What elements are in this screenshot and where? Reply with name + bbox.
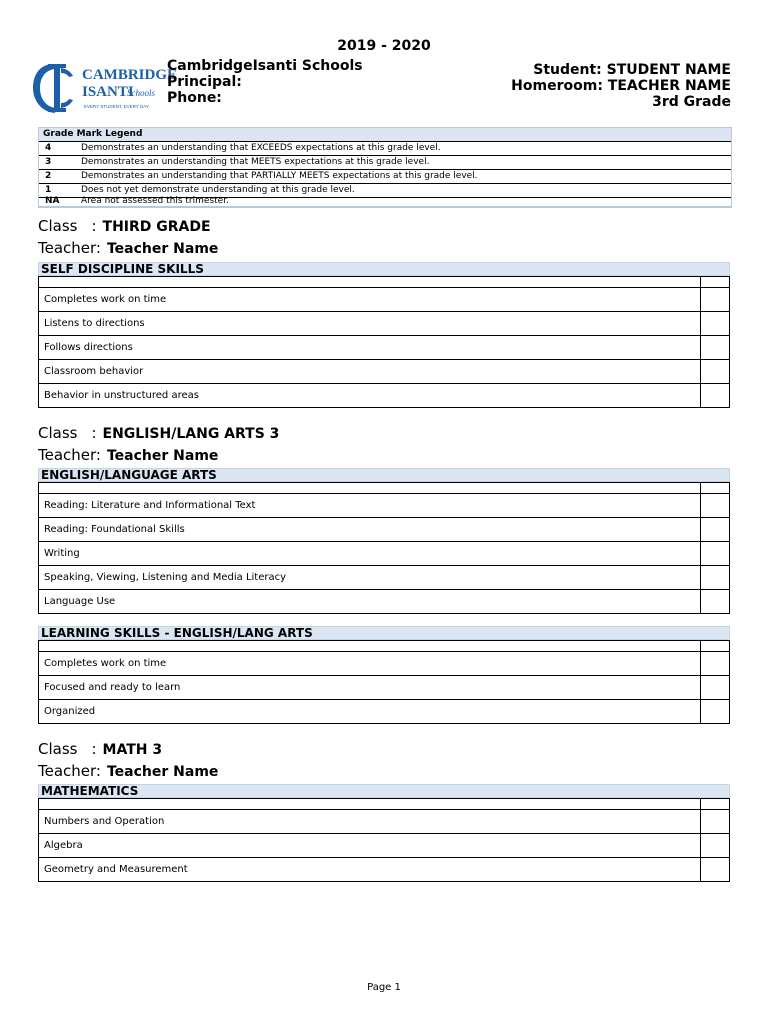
class-colon: : [91,740,97,758]
grade-mark-cell[interactable] [701,858,730,882]
table-row [39,360,730,384]
skills-section [38,468,730,614]
class-name: MATH 3 [102,742,163,758]
header-mark-cell [701,641,730,652]
grade-mark-cell[interactable] [701,336,730,360]
table-header-row [39,277,730,288]
table-row [39,384,730,408]
student-name: Student: STUDENT NAME [533,62,731,78]
table-row [39,542,730,566]
header-cell [39,483,701,494]
school-logo [33,58,178,118]
table-row [39,312,730,336]
table-row [39,858,730,882]
legend-code: 1 [45,185,52,195]
header-mark-cell [701,483,730,494]
header-cell [39,799,701,810]
legend-row [39,169,731,183]
legend-code: 3 [45,157,52,167]
table-row [39,518,730,542]
table-row [39,494,730,518]
homeroom-teacher: Homeroom: TEACHER NAME [511,78,731,94]
legend-desc: Demonstrates an understanding that MEETS expectations at this grade level. [81,157,430,167]
legend-row [39,155,731,169]
section-title: LEARNING SKILLS - ENGLISH/LANG ARTS [38,626,730,640]
principal-label: Principal: [167,74,242,90]
logo-word-isanti: ISANTI [82,84,134,100]
legend-desc: Does not yet demonstrate understanding at this grade level. [81,185,355,195]
grade-mark-cell[interactable] [701,676,730,700]
class-name: THIRD GRADE [102,219,211,235]
teacher-line [38,446,218,464]
grade-mark-cell[interactable] [701,312,730,336]
legend-code: 2 [45,171,52,181]
header-mark-cell [701,277,730,288]
grade-mark-cell[interactable] [701,810,730,834]
skill-name: Speaking, Viewing, Listening and Media Literacy [39,566,701,590]
phone-label: Phone: [167,90,222,106]
legend-desc: Demonstrates an understanding that EXCEEDS expectations at this grade level. [81,143,441,153]
skill-name: Completes work on time [39,652,701,676]
grade-mark-legend [38,127,732,208]
class-label: Class [38,740,78,758]
skill-name: Language Use [39,590,701,614]
section-title: SELF DISCIPLINE SKILLS [38,262,730,276]
skill-name: Follows directions [39,336,701,360]
grade-mark-cell[interactable] [701,288,730,312]
table-header-row [39,483,730,494]
teacher-name: Teacher Name [106,764,219,780]
table-row [39,652,730,676]
skill-name: Organized [39,700,701,724]
legend-title: Grade Mark Legend [39,128,731,141]
grade-mark-cell[interactable] [701,542,730,566]
teacher-label: Teacher: [38,762,101,780]
skills-table [38,798,730,882]
table-row [39,834,730,858]
table-row [39,810,730,834]
logo-word-cambridge: CAMBRIDGE [82,67,178,83]
skill-name: Classroom behavior [39,360,701,384]
skills-table [38,276,730,408]
section-title: MATHEMATICS [38,784,730,798]
teacher-line [38,239,218,257]
skill-name: Writing [39,542,701,566]
skills-section [38,784,730,882]
grade-mark-cell[interactable] [701,590,730,614]
school-name: CambridgeIsanti Schools [167,58,363,74]
grade-level: 3rd Grade [652,94,731,110]
school-year: 2019 - 2020 [337,38,431,54]
legend-code: NA [45,196,60,206]
table-row [39,590,730,614]
header-mark-cell [701,799,730,810]
teacher-line [38,762,218,780]
grade-mark-cell[interactable] [701,700,730,724]
skill-name: Focused and ready to learn [39,676,701,700]
logo-tagline: EVERY STUDENT, EVERY DAY [84,104,149,109]
grade-mark-cell[interactable] [701,652,730,676]
legend-row [39,197,731,207]
skills-table [38,640,730,724]
grade-mark-cell[interactable] [701,834,730,858]
skill-name: Behavior in unstructured areas [39,384,701,408]
skill-name: Completes work on time [39,288,701,312]
header-cell [39,277,701,288]
table-row [39,566,730,590]
class-line [38,424,279,442]
legend-desc: Demonstrates an understanding that PARTIALLY MEETS expectations at this grade level. [81,171,478,181]
table-row [39,288,730,312]
teacher-label: Teacher: [38,446,101,464]
table-header-row [39,641,730,652]
teacher-name: Teacher Name [106,241,219,257]
legend-row [39,183,731,197]
table-row [39,336,730,360]
class-line [38,217,211,235]
skill-name: Numbers and Operation [39,810,701,834]
skill-name: Algebra [39,834,701,858]
grade-mark-cell[interactable] [701,360,730,384]
table-row [39,676,730,700]
skills-table [38,482,730,614]
skill-name: Geometry and Measurement [39,858,701,882]
table-row [39,700,730,724]
class-label: Class [38,217,78,235]
grade-mark-cell[interactable] [701,494,730,518]
header-cell [39,641,701,652]
class-name: ENGLISH/LANG ARTS 3 [102,426,280,442]
skill-name: Listens to directions [39,312,701,336]
grade-mark-cell[interactable] [701,566,730,590]
legend-code: 4 [45,143,52,153]
class-colon: : [91,424,97,442]
legend-row [39,141,731,155]
teacher-label: Teacher: [38,239,101,257]
class-colon: : [91,217,97,235]
logo-word-schools: Schools [127,88,155,98]
grade-mark-cell[interactable] [701,518,730,542]
legend-desc: Area not assessed this trimester. [81,196,229,206]
teacher-name: Teacher Name [106,448,219,464]
class-label: Class [38,424,78,442]
skill-name: Reading: Literature and Informational Text [39,494,701,518]
skills-section [38,262,730,408]
section-title: ENGLISH/LANGUAGE ARTS [38,468,730,482]
skill-name: Reading: Foundational Skills [39,518,701,542]
grade-mark-cell[interactable] [701,384,730,408]
table-header-row [39,799,730,810]
page-number: Page 1 [367,982,401,993]
class-line [38,740,162,758]
skills-section [38,626,730,724]
